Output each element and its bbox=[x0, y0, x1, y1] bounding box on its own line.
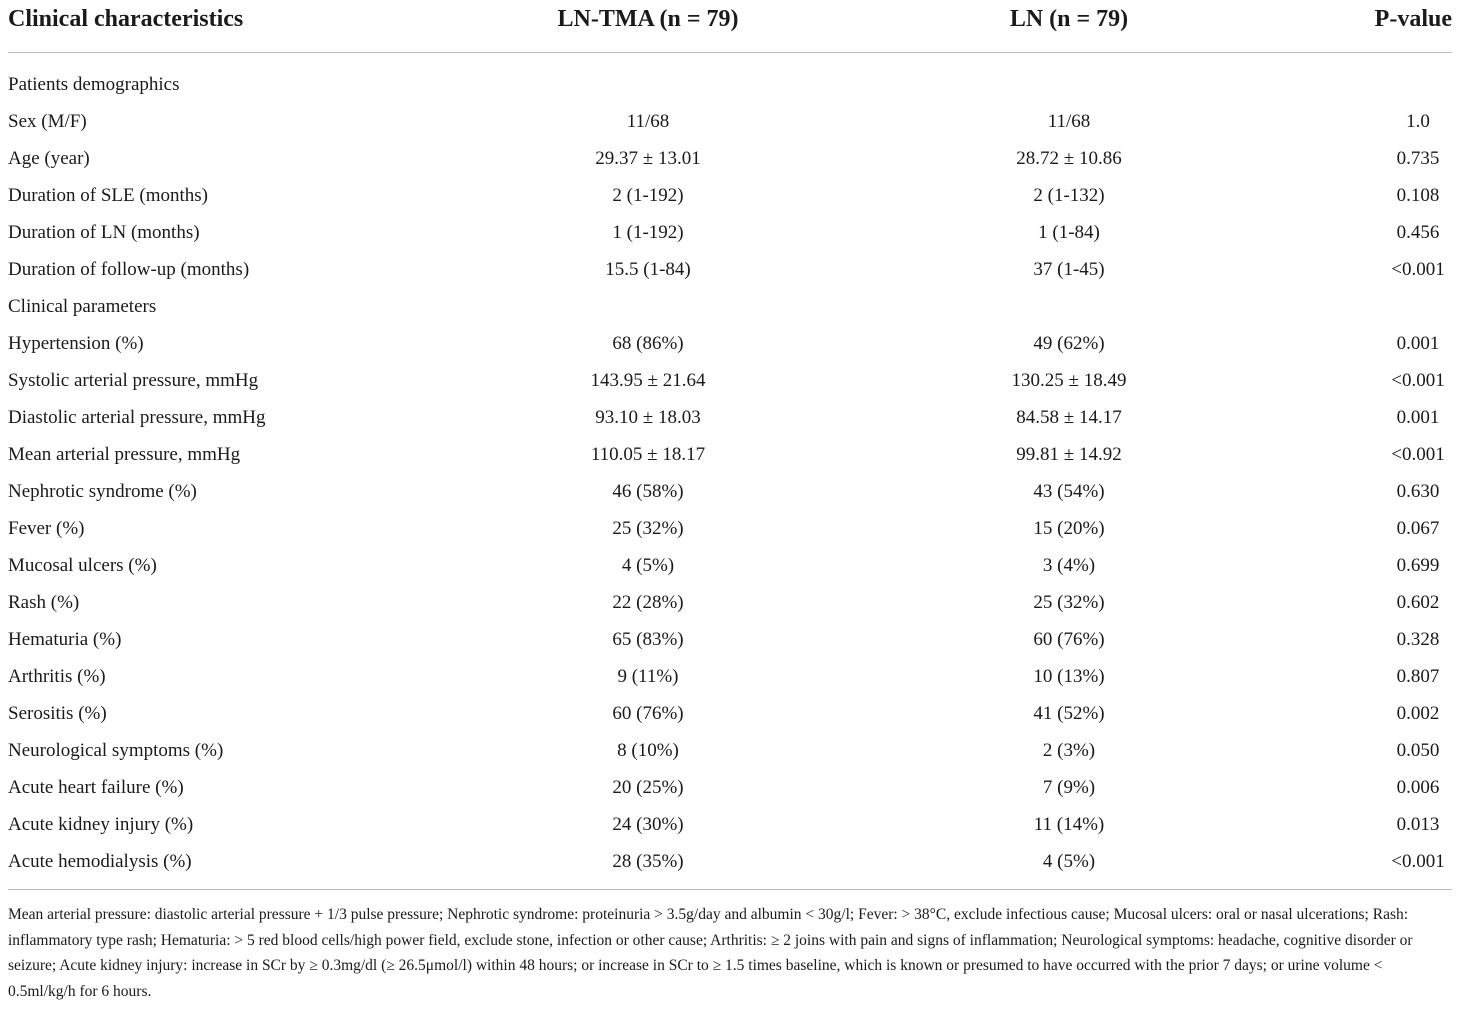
ln-tma-value: 68 (86%) bbox=[612, 333, 684, 354]
p-value: 0.456 bbox=[1396, 222, 1440, 243]
ln-value: 4 (5%) bbox=[1042, 851, 1096, 872]
ln-value: 2 (1-132) bbox=[1033, 185, 1105, 206]
ln-value: 10 (13%) bbox=[1033, 666, 1105, 687]
ln-value: 99.81 ± 14.92 bbox=[1016, 444, 1122, 465]
row-label: Acute hemodialysis (%) bbox=[8, 851, 192, 872]
ln-value: 43 (54%) bbox=[1033, 481, 1105, 502]
ln-value: 11 (14%) bbox=[1033, 814, 1105, 835]
row-label: Acute heart failure (%) bbox=[8, 777, 184, 798]
ln-value: 15 (20%) bbox=[1033, 518, 1105, 539]
ln-tma-value: 9 (11%) bbox=[617, 666, 679, 687]
ln-value: 84.58 ± 14.17 bbox=[1016, 407, 1122, 428]
ln-value: 60 (76%) bbox=[1033, 629, 1105, 650]
ln-tma-value: 20 (25%) bbox=[612, 777, 684, 798]
header-ln: LN (n = 79) bbox=[1009, 6, 1129, 32]
p-value: 1.0 bbox=[1406, 111, 1430, 132]
ln-tma-value: 143.95 ± 21.64 bbox=[590, 370, 706, 391]
p-value: 0.328 bbox=[1396, 629, 1440, 650]
ln-value: 7 (9%) bbox=[1042, 777, 1096, 798]
table-row bbox=[8, 103, 1452, 140]
table-row bbox=[8, 473, 1452, 510]
header-p-value: P-value bbox=[1374, 6, 1452, 32]
p-value: 0.006 bbox=[1396, 777, 1440, 798]
header-ln-tma: LN-TMA (n = 79) bbox=[557, 6, 739, 32]
p-value: <0.001 bbox=[1391, 370, 1445, 391]
row-label: Acute kidney injury (%) bbox=[8, 814, 194, 835]
p-value: 0.067 bbox=[1396, 518, 1440, 539]
ln-tma-value: 60 (76%) bbox=[612, 703, 684, 724]
table-row bbox=[8, 621, 1452, 658]
row-label: Duration of follow-up (months) bbox=[8, 259, 250, 280]
table-row bbox=[8, 325, 1452, 362]
table-row bbox=[8, 769, 1452, 806]
ln-tma-value: 93.10 ± 18.03 bbox=[595, 407, 701, 428]
ln-tma-value: 11/68 bbox=[626, 111, 670, 132]
ln-tma-value: 1 (1-192) bbox=[612, 222, 684, 243]
p-value: <0.001 bbox=[1391, 444, 1445, 465]
row-label: Sex (M/F) bbox=[8, 111, 87, 132]
ln-tma-value: 65 (83%) bbox=[612, 629, 684, 650]
table-footnote: Mean arterial pressure: diastolic arterial pressure + 1/3 pulse pressure; Nephrotic syndrome: proteinuria > 3.5g/day and albumin < 30g/l; Fever: > 38°C, exclude infectious cause; Mucosal ulcers: oral or nasal ulcerations; Rash: inflammatory type rash; Hematuria: > 5 red blood cells/high power field, exclude stone, infection or other cause; Arthritis: ≥ 2 joins with pain and signs of inflammation; Neurological symptoms: headache, cognitive disorder or seizure; Acute kidney injury: increase in SCr by ≥ 0.3mg/dl (≥ 26.5μmol/l) within 48 hours; or increase in SCr to ≥ 1.5 times baseline, which is known or presumed to have occurred with the prior 7 days; or urine volume < 0.5ml/kg/h for 6 hours. bbox=[8, 906, 1413, 1000]
row-label: Mean arterial pressure, mmHg bbox=[8, 444, 241, 465]
table-row bbox=[8, 843, 1452, 880]
table-row bbox=[8, 695, 1452, 732]
table-row bbox=[8, 806, 1452, 843]
table-row bbox=[8, 214, 1452, 251]
clinical-characteristics-table bbox=[8, 0, 1452, 1004]
p-value: 0.050 bbox=[1396, 740, 1440, 761]
ln-tma-value: 25 (32%) bbox=[612, 518, 684, 539]
ln-tma-value: 46 (58%) bbox=[612, 481, 684, 502]
row-label: Mucosal ulcers (%) bbox=[8, 555, 157, 576]
p-value: 0.735 bbox=[1396, 148, 1440, 169]
ln-tma-value: 28 (35%) bbox=[612, 851, 684, 872]
table-row bbox=[8, 251, 1452, 288]
p-value: 0.630 bbox=[1396, 481, 1440, 502]
row-label: Age (year) bbox=[8, 148, 90, 169]
ln-value: 37 (1-45) bbox=[1033, 259, 1105, 280]
header-clinical-characteristics: Clinical characteristics bbox=[8, 6, 244, 32]
p-value: 0.001 bbox=[1396, 333, 1440, 354]
row-label: Clinical parameters bbox=[8, 296, 157, 317]
row-label: Hypertension (%) bbox=[8, 333, 144, 354]
ln-tma-value: 110.05 ± 18.17 bbox=[590, 444, 706, 465]
table-row bbox=[8, 399, 1452, 436]
ln-value: 130.25 ± 18.49 bbox=[1011, 370, 1127, 391]
row-label: Duration of SLE (months) bbox=[8, 185, 209, 206]
row-label: Serositis (%) bbox=[8, 703, 107, 724]
table-body bbox=[8, 53, 1452, 890]
ln-tma-value: 22 (28%) bbox=[612, 592, 684, 613]
p-value: 0.001 bbox=[1396, 407, 1440, 428]
table-row bbox=[8, 732, 1452, 769]
p-value: 0.013 bbox=[1396, 814, 1440, 835]
row-label: Hematuria (%) bbox=[8, 629, 122, 650]
row-label: Diastolic arterial pressure, mmHg bbox=[8, 407, 266, 428]
p-value: 0.699 bbox=[1396, 555, 1440, 576]
p-value: <0.001 bbox=[1391, 259, 1445, 280]
table-row bbox=[8, 288, 1452, 325]
ln-tma-value: 29.37 ± 13.01 bbox=[595, 148, 701, 169]
ln-tma-value: 2 (1-192) bbox=[612, 185, 684, 206]
ln-value: 25 (32%) bbox=[1033, 592, 1105, 613]
p-value: <0.001 bbox=[1391, 851, 1445, 872]
row-label: Patients demographics bbox=[8, 74, 180, 95]
ln-tma-value: 15.5 (1-84) bbox=[605, 259, 691, 280]
ln-value: 28.72 ± 10.86 bbox=[1016, 148, 1122, 169]
ln-value: 11/68 bbox=[1047, 111, 1091, 132]
ln-value: 2 (3%) bbox=[1042, 740, 1096, 761]
ln-value: 49 (62%) bbox=[1033, 333, 1105, 354]
table-row bbox=[8, 584, 1452, 621]
p-value: 0.602 bbox=[1396, 592, 1440, 613]
table-row bbox=[8, 66, 1452, 103]
ln-value: 3 (4%) bbox=[1042, 555, 1096, 576]
p-value: 0.807 bbox=[1396, 666, 1440, 687]
ln-tma-value: 8 (10%) bbox=[617, 740, 679, 761]
row-label: Rash (%) bbox=[8, 592, 80, 613]
p-value: 0.002 bbox=[1396, 703, 1440, 724]
row-label: Neurological symptoms (%) bbox=[8, 740, 224, 761]
table-row bbox=[8, 658, 1452, 695]
row-label: Duration of LN (months) bbox=[8, 222, 200, 243]
table-row bbox=[8, 510, 1452, 547]
row-label: Fever (%) bbox=[8, 518, 85, 539]
table-row bbox=[8, 140, 1452, 177]
p-value: 0.108 bbox=[1396, 185, 1440, 206]
row-label: Systolic arterial pressure, mmHg bbox=[8, 370, 259, 391]
table-header bbox=[8, 0, 1452, 53]
row-label: Arthritis (%) bbox=[8, 666, 106, 687]
table-row bbox=[8, 547, 1452, 584]
ln-value: 1 (1-84) bbox=[1038, 222, 1100, 243]
table-row bbox=[8, 362, 1452, 399]
row-label: Nephrotic syndrome (%) bbox=[8, 481, 197, 502]
table-row bbox=[8, 436, 1452, 473]
table-row bbox=[8, 177, 1452, 214]
ln-value: 41 (52%) bbox=[1033, 703, 1105, 724]
ln-tma-value: 4 (5%) bbox=[621, 555, 675, 576]
ln-tma-value: 24 (30%) bbox=[612, 814, 684, 835]
